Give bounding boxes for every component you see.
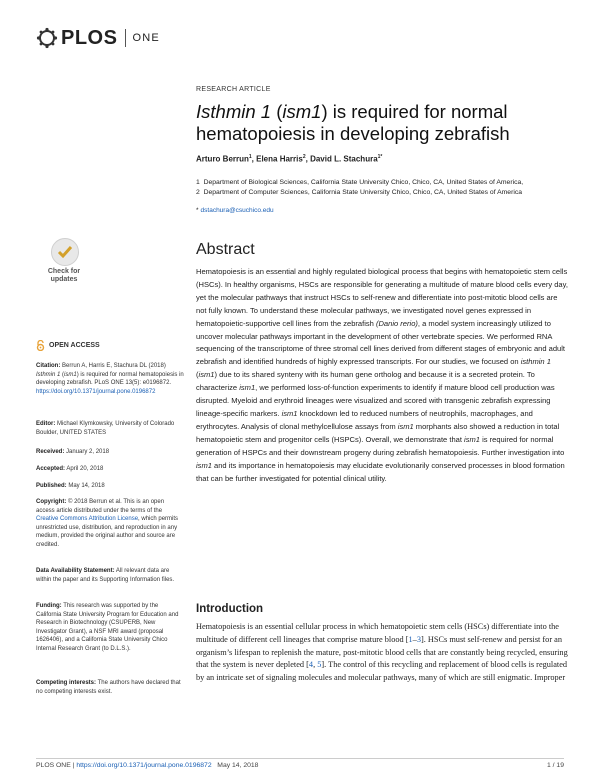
logo-text: PLOS bbox=[61, 26, 118, 49]
author-name[interactable]: Arturo Berrun bbox=[196, 154, 249, 164]
article-type-label: RESEARCH ARTICLE bbox=[196, 86, 271, 93]
data-availability-block: Data Availability Statement: All relevant data are within the paper and its Supporting Information files. bbox=[36, 568, 175, 583]
email-link[interactable]: dstachura@csuchico.edu bbox=[200, 207, 274, 214]
accepted-date: Accepted: April 20, 2018 bbox=[36, 466, 104, 472]
author-name[interactable]: David L. Stachura bbox=[310, 154, 378, 164]
logo-separator bbox=[125, 29, 126, 47]
check-updates-icon bbox=[51, 238, 79, 266]
title-gene-symbol: ism1 bbox=[282, 101, 322, 122]
funding-block: Funding: This research was supported by the California State University Program for Education and Research in Biotechnology (CSUPERB, New Investigator Grant), a NSF MRI award (proposal 1626406), and a California State University Chico Internal Research Grant (to D.L.S.). bbox=[36, 603, 179, 652]
abstract-text: Hematopoiesis is an essential and highly regulated biological process that begins with hematopoietic stem cells (HSCs). In healthy organisms, HSCs are responsible for generating a multitude of mature blood cells every day, yet the molecular pathways that instruct HSCs to self-renew and differentiate into post-mitotic blood cells are not fully known. To understand these molecular pathways, we investigated novel genes expressed in hematopoietic-supportive cell lines from the zebrafish (Danio rerio), a model system increasingly utilized to uncover molecular pathways important in the development of other vertebrate species. We performed RNA sequencing of the transcriptome of three stromal cell lines derived from different stages of embryonic and adult zebrafish and identified hundreds of highly expressed transcripts. For our studies, we focused on isthmin 1 (ism1) due to its shared synteny with its human gene ortholog and because it is a secreted protein. To characterize ism1, we performed loss-of-function experiments to identify if mature blood cell production was disrupted. Myeloid and erythroid lineages were visualized and scored with transgenic zebrafish expressing lineage-specific markers. ism1 knockdown led to reduced numbers of neutrophils, macrophages, and erythrocytes. Analysis of clonal methylcellulose assays from ism1 morphants also showed a reduction in total hematopoietic stem and progenitor cells (HSPCs). Overall, we demonstrate that ism1 is required for normal generation of HSPCs and their downstream progeny during zebrafish hematopoiesis. Further investigation into ism1 and its importance in hematopoiesis may elucidate evolutionarily conserved processes in blood formation that can be further investigated for potential clinical utility. bbox=[196, 267, 568, 483]
author-list: Arturo Berrun$^1$, Elena Harris$^2$, David L. Stachura$^{1*}$ bbox=[196, 154, 383, 164]
copyright-block: Copyright: © 2018 Berrun et al. This is an open access article distributed under the terms of the Creative Commons Attribution License, which permits unrestricted use, distribution, and reproduction in any medium, provided the original author and source are credited. bbox=[36, 499, 179, 548]
plos-logo-icon bbox=[36, 27, 58, 49]
footer-divider bbox=[36, 758, 564, 759]
affiliation-item: 2 Department of Computer Sciences, California State University Chico, Chico, CA, United States of America bbox=[196, 189, 523, 196]
open-lock-icon bbox=[36, 340, 45, 351]
license-link[interactable]: Creative Commons Attribution License bbox=[36, 516, 139, 523]
title-gene-name: Isthmin 1 bbox=[196, 101, 272, 122]
reference-link[interactable]: 3 bbox=[416, 634, 421, 644]
published-date: Published: May 14, 2018 bbox=[36, 483, 105, 489]
title-paren: ( bbox=[271, 101, 283, 122]
editor-block: Editor: Michael Klymkowsky, University of Colorado Boulder, UNITED STATES bbox=[36, 421, 175, 436]
competing-interests-block: Competing interests: The authors have declared that no competing interests exist. bbox=[36, 680, 181, 695]
title-rest: ) is required for normal hematopoiesis in developing zebrafish bbox=[196, 101, 510, 144]
author-name[interactable]: Elena Harris bbox=[256, 154, 303, 164]
check-updates-label: Check for updates bbox=[47, 268, 81, 283]
page-footer bbox=[36, 762, 564, 769]
corresponding-mark: * bbox=[380, 154, 383, 160]
journal-name: ONE bbox=[132, 32, 160, 44]
affiliations bbox=[196, 178, 523, 198]
received-date: Received: January 2, 2018 bbox=[36, 449, 110, 455]
open-access-badge: OPEN ACCESS bbox=[36, 340, 100, 351]
citation-block: Citation: Berrun A, Harris E, Stachura DL (2018) Isthmin 1 (ism1) is required for normal hematopoiesis in developing zebrafish. PLoS ONE 13(5): e0196872. https://doi.org/10.1371/journal.pone.0196872 bbox=[36, 363, 184, 395]
footer-citation: PLOS ONE | https://doi.org/10.1371/journal.pone.0196872 May 14, 2018 bbox=[36, 762, 259, 769]
introduction-text: Hematopoiesis is an essential cellular process in which hematopoietic stem cells (HSCs) differentiate into the multitude of different cell lineages that comprise mature blood [1–3]. HSCs must self-renew and persist for an organism’s lifespan to replenish the mature, post-mitotic blood cells that are constantly being recycled, ensuring that the system is never depleted [4, 5]. The control of this recycling and replacement of blood cells is regulated by an intricate set of signaling molecules and molecular pathways, many of which are still enigmatic. Improper bbox=[196, 622, 568, 683]
page-number: 1 / 19 bbox=[546, 762, 564, 769]
corresponding-email[interactable]: * dstachura@csuchico.edu bbox=[196, 207, 274, 214]
citation-doi-link[interactable]: https://doi.org/10.1371/journal.pone.0196872 bbox=[36, 388, 156, 395]
affiliation-item: 1 Department of Biological Sciences, California State University Chico, Chico, CA, United States of America, bbox=[196, 179, 524, 186]
footer-doi-link[interactable]: https://doi.org/10.1371/journal.pone.0196872 bbox=[76, 762, 212, 769]
article-title bbox=[196, 101, 576, 145]
introduction-heading: Introduction bbox=[196, 603, 264, 615]
plos-logo bbox=[36, 24, 160, 52]
abstract-heading: Abstract bbox=[196, 241, 255, 258]
reference-link[interactable]: 1 bbox=[408, 634, 413, 644]
reference-link[interactable]: 4 bbox=[308, 660, 314, 670]
check-for-updates-badge[interactable] bbox=[36, 238, 92, 298]
reference-link[interactable]: 5 bbox=[317, 660, 322, 670]
